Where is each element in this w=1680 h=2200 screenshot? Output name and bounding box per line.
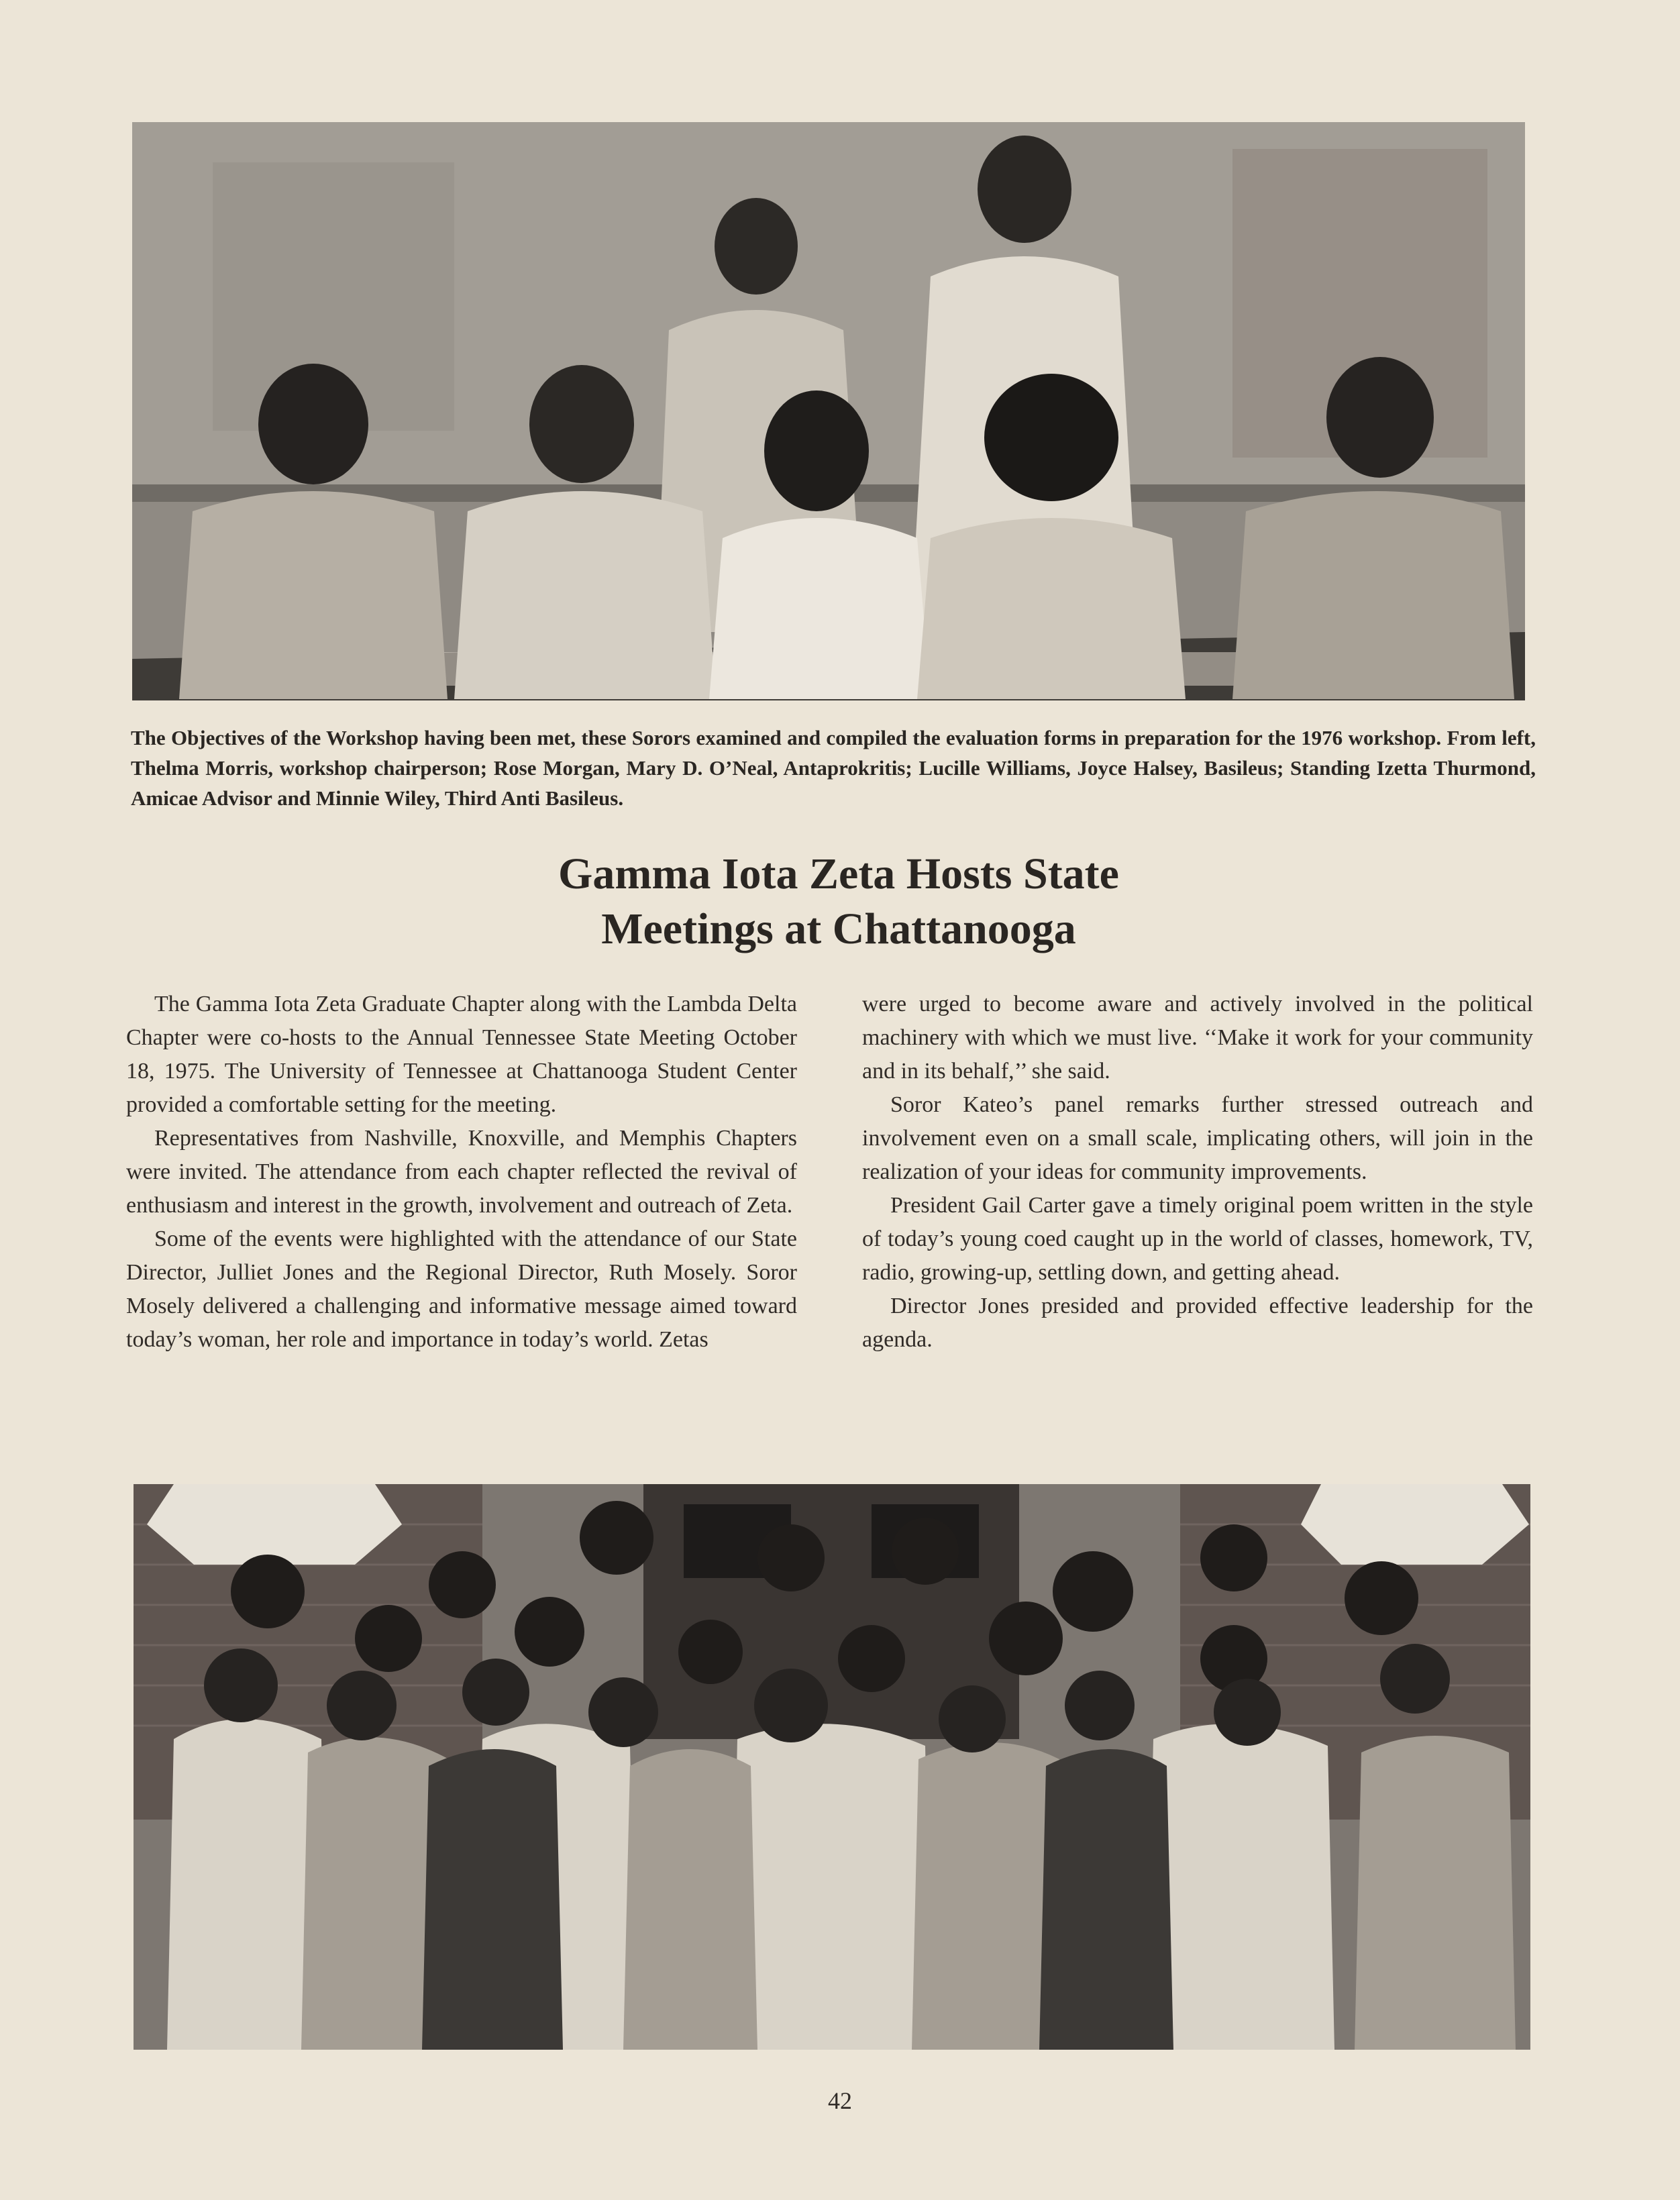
paragraph: The Gamma Iota Zeta Graduate Chapter along with the Lambda Delta Chapter were co-hosts to the Annual Tennessee State Meeting October 18, 1975. The University of Tennessee at Chattanooga Student Center provided a comfortable setting for the meeting. <box>126 992 797 1117</box>
headline-line-1: Gamma Iota Zeta Hosts State <box>558 849 1119 898</box>
headline-line-2: Meetings at Chattanooga <box>601 904 1076 953</box>
paragraph: President Gail Carter gave a timely original poem written in the style of today’s young coed caught up in the world of classes, homework, TV, radio, growing-up, settling down, and getting ahead. <box>862 1193 1533 1285</box>
paragraph: Director Jones presided and provided effective leadership for the agenda. <box>862 1294 1533 1352</box>
workshop-photo-illustration <box>132 122 1525 700</box>
paragraph: Representatives from Nashville, Knoxville, and Memphis Chapters were invited. The attendance from each chapter reflected the revival of enthusiasm and interest in the growth, involvement and outreach of Zeta. <box>126 1126 797 1218</box>
workshop-photo <box>132 122 1525 700</box>
group-photo-illustration <box>134 1484 1530 2050</box>
paragraph: Some of the events were highlighted with the attendance of our State Director, Julliet Jones and the Regional Director, Ruth Mosely. Soror Mosely delivered a challenging and informative message aimed toward today’s woman, her role and importance in today’s world. Zetas <box>126 1226 797 1352</box>
article-left-column <box>126 988 797 1357</box>
paragraph: Soror Kateo’s panel remarks further stressed outreach and involvement even on a small scale, implicating others, will join in the realization of your ideas for community improvements. <box>862 1092 1533 1184</box>
group-photo <box>134 1484 1530 2050</box>
workshop-photo-caption: The Objectives of the Workshop having been met, these Sorors examined and compiled the evaluation forms in preparation for the 1976 workshop. From left, Thelma Morris, workshop chairperson; Rose Morgan, Mary D. O’Neal, Antaprokritis; Lucille Williams, Joyce Halsey, Basileus; Standing Izetta Thurmond, Amicae Advisor and Minnie Wiley, Third Anti Basileus. <box>131 726 1536 810</box>
page-number: 42 <box>828 2087 852 2114</box>
article-right-column <box>862 988 1533 1357</box>
paragraph: were urged to become aware and actively involved in the political machinery with which we must live. ‘‘Make it work for your community and in its behalf,’’ she said. <box>862 992 1533 1084</box>
article-headline <box>376 847 1302 957</box>
